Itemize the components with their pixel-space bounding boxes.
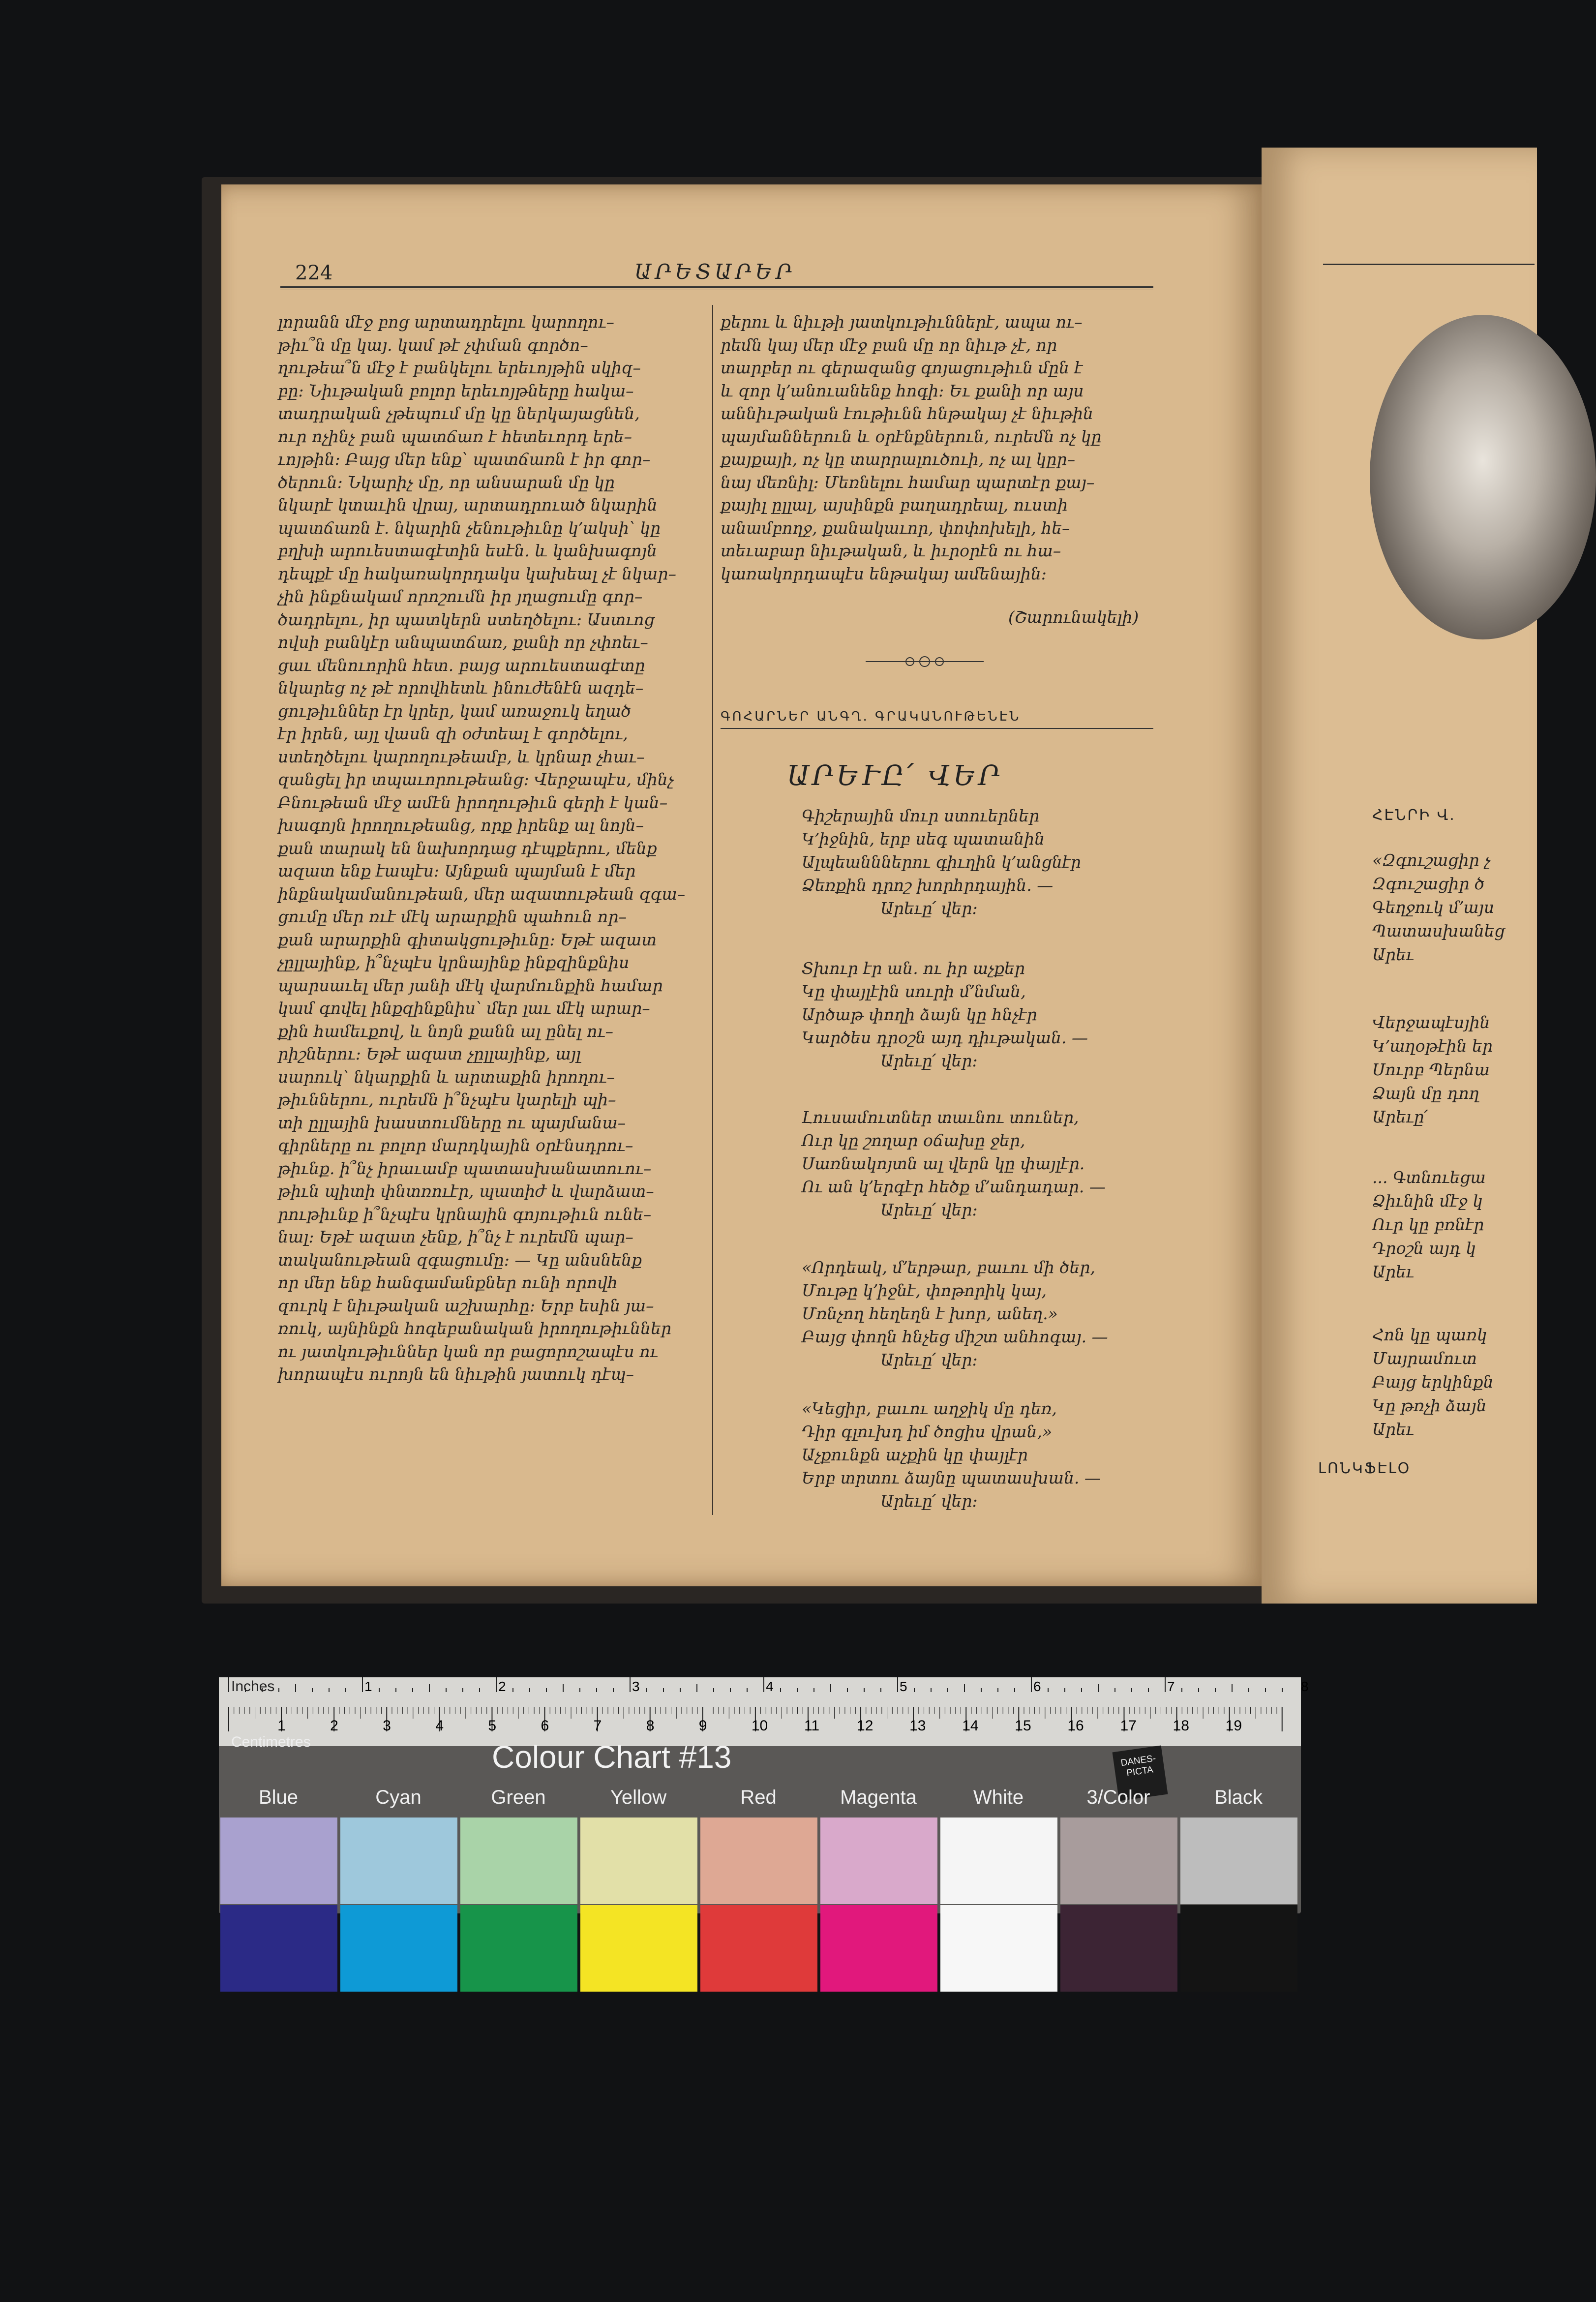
text-line: զանցել իր տպաւորութեանց։ Վերջապէս, մինչ — [278, 770, 674, 789]
right-poem-line: «Զգուշացիր չ — [1372, 850, 1491, 870]
text-line: սարուկ՝ նկարքին և արտաքին իրողու– — [278, 1067, 615, 1087]
text-line: խագոյն իրողութեանց, որք իրենք ալ նոյն– — [278, 816, 644, 835]
right-poem-line: Բայց երկինքն — [1372, 1372, 1494, 1392]
right-text-column — [721, 311, 1153, 585]
patch-label: Blue — [258, 1787, 299, 1808]
text-line: գիրները ու բոլոր մարդկային օրէնսդրու– — [278, 1136, 633, 1155]
text-line: ուր ոչինչ բան պատճառ է հետեւորդ երե– — [278, 426, 632, 446]
poem-stanza — [802, 1106, 1166, 1221]
text-line: բղխի արուեստագէտին եսէն. և կանխագոյն — [278, 541, 657, 560]
text-line: զուրկ է նիւթական աշխարհը։ Երբ եսին յա– — [278, 1296, 654, 1315]
text-line: նկարէ կտաւին վրայ, արտադրուած նկարին — [278, 495, 658, 515]
continued-note: (Շարունակելի) — [1008, 607, 1139, 627]
poem-line: Ու ան կ՚երգէր հեծք մ՚անդադար. — — [802, 1177, 1106, 1196]
poem-line: Կը փայլէին սուրի մ՚նման, — [802, 982, 1026, 1001]
poem-line: Սառնակոյտն ալ վերն կը փայլէր. — [802, 1154, 1085, 1173]
cm-tick-label: 11 — [804, 1718, 820, 1734]
dark-patch — [700, 1905, 817, 1992]
cm-tick-label: 7 — [593, 1718, 602, 1734]
poem-line: «Կեցիր, բաւու աղջիկ մը դեռ, — [802, 1399, 1057, 1418]
patch-label: Red — [740, 1787, 777, 1808]
patch-label: Cyan — [375, 1787, 422, 1808]
patch-label: Yellow — [610, 1787, 667, 1808]
poem-line: Լուսամուտներ տաւնու տուներ, — [802, 1108, 1079, 1127]
poem-line: Մութը կ՚իջնէ, փոթորիկ կայ, — [802, 1281, 1047, 1300]
poem-line: Կ՚իջնին, երբ սեգ պատանին — [802, 829, 1045, 848]
inch-tick-label: 4 — [766, 1679, 774, 1694]
text-line: քան տարակ են նախորդաց դէպքերու, մենք — [278, 838, 657, 858]
text-line: նայ մեռնիլ։ Մեռնելու համար պարտէր քայ– — [721, 472, 1095, 492]
cm-tick-label: 13 — [909, 1718, 926, 1734]
cm-tick-label: 3 — [383, 1718, 391, 1734]
right-stanza-1 — [1372, 848, 1505, 967]
text-line: տի ըլլային խաստումները ու պայմանա– — [278, 1113, 626, 1132]
poem-line: Ալպեանններու գիւղին կ՚անցնէր — [802, 852, 1081, 872]
right-poem-line: Արեւ — [1372, 1262, 1414, 1281]
ruler — [219, 1677, 1309, 1746]
poem-line: Աչքունքն աչքին կը փայլէր — [802, 1445, 1028, 1464]
text-line: պատճառն է. նկարին չենութիւնը կ՚ակսի՝ կը — [278, 518, 661, 538]
text-line: կառակորդապէս ենթակայ ամենային։ — [721, 564, 1047, 583]
inch-tick-label: 6 — [1033, 1679, 1041, 1694]
brand-logo: DANES-PICTA — [1113, 1746, 1168, 1801]
poem-stanza — [802, 1256, 1166, 1371]
text-line: չըլլայինք, ի՞նչպէս կրնայինք ինքզինքնիս — [278, 953, 630, 972]
poem-stanza — [802, 804, 1166, 920]
text-line: տեւաբար նիւթական, և իւրօրէն ու հա– — [721, 541, 1061, 560]
text-line: դեպքէ մը հակառակորդակս կախեալ չէ նկար– — [278, 564, 676, 583]
right-poem-line: Մայրամուտ — [1372, 1349, 1477, 1368]
text-line: որ մեր ենք հանգամանքներ ունի որովհ — [278, 1273, 618, 1292]
column-divider — [712, 305, 713, 1515]
section-rule — [721, 728, 1153, 729]
light-patch — [820, 1817, 937, 1904]
poem-line: Գիշերային մուր ստուերներ — [802, 806, 1040, 825]
inch-tick-label: 2 — [498, 1679, 506, 1694]
right-poem-line: ... Գտնուեցա — [1372, 1168, 1486, 1187]
ruler-ticks — [219, 1677, 1309, 1746]
refrain-line: Արեւը՛ վեր: — [880, 1200, 978, 1219]
poem-line: Արծաթ փողի ձայն կը հնչէր — [802, 1005, 1037, 1024]
text-line: ստեղծելու կարողութեամբ, և կրնար չհաւ– — [278, 747, 645, 766]
right-poem-line: Կ՚աղօթէին եր — [1372, 1036, 1493, 1056]
text-line: քին համեւքով, և նոյն քանն ալ ընել ու– — [278, 1021, 614, 1041]
light-patch — [220, 1817, 337, 1904]
light-patch — [1060, 1817, 1177, 1904]
poem-line: Կարծես դրօշն այդ դիւթական. — — [802, 1028, 1088, 1047]
dark-patch — [820, 1905, 937, 1992]
cm-tick-label: 10 — [751, 1718, 768, 1734]
text-line: ղութեա՞ն մէջ է բանկելու երեւոյթին սկիզ– — [278, 358, 641, 377]
text-line: թիւնք. ի՞նչ իրաւամբ պատասխանատուու– — [278, 1158, 652, 1178]
right-poem-line: Արեւ — [1372, 1420, 1414, 1439]
patch-label: Black — [1214, 1787, 1263, 1808]
dark-patch — [220, 1905, 337, 1992]
section-title: ԳՈՀԱՐՆԵՐ ԱՆԳՂ. ԳՐԱԿԱՆՈՒԹԵՆԷՆ — [721, 709, 1021, 724]
inch-tick-label: 5 — [900, 1679, 907, 1694]
patch-label: Magenta — [840, 1787, 917, 1808]
right-poem-line: Պատասխանեց — [1372, 921, 1505, 940]
text-line: րեմն կայ մեր մէջ բան մը որ նիւթ չէ, որ — [721, 335, 1057, 355]
text-line: ցաւ մենուորին հետ. բայց արուեստագէտը — [278, 655, 645, 675]
text-line: պայմաններուն և օրէնքներուն, ուրեմն ոչ կը — [721, 426, 1102, 446]
cm-tick-label: 18 — [1173, 1718, 1189, 1734]
text-line: տարբեր ու գերազանց գոյացութիւն մըն է — [721, 358, 1083, 377]
right-poem-line: Վերջապէսյին — [1372, 1013, 1490, 1032]
light-patch — [940, 1817, 1057, 1904]
right-header-rule — [1323, 264, 1535, 265]
light-patch — [1180, 1817, 1297, 1904]
text-line: թիւններու, ուրեմն ի՞նչպէս կարելի պի– — [278, 1090, 616, 1109]
right-poem-line: Դրօշն այդ կ — [1372, 1239, 1476, 1258]
text-line: թիւն պիտի փնտռուէր, պատիժ և վարձատ– — [278, 1181, 654, 1201]
right-poem-line: Ձայն մը դող — [1372, 1084, 1479, 1103]
text-line: անամբողջ, քանակաւոր, փոփոխելի, հե– — [721, 518, 1070, 538]
right-poem-line: Գեղջուկ մ՚այս — [1372, 898, 1495, 917]
dark-patch — [340, 1905, 457, 1992]
cm-tick-label: 9 — [698, 1718, 707, 1734]
text-line: ծադրելու, իր պատկերն ստեղծելու։ Աստւոց — [278, 609, 655, 629]
light-patch — [580, 1817, 697, 1904]
inch-tick-label: 1 — [364, 1679, 372, 1694]
cm-tick-label: 5 — [488, 1718, 497, 1734]
text-line: տադրական չթեպում մը կը ներկայացնեն, — [278, 404, 640, 423]
right-poem-line: Արեւը՛ — [1372, 1107, 1428, 1126]
light-patch — [340, 1817, 457, 1904]
right-poem-line: Արեւ — [1372, 945, 1414, 964]
light-patch — [460, 1817, 577, 1904]
cm-tick-label: 15 — [1015, 1718, 1031, 1734]
dark-patch — [1180, 1905, 1297, 1992]
right-poem-line: Ուր կը բռնէր — [1372, 1215, 1484, 1234]
text-line: բը։ Նիւթական բոլոր երեւոյթները հակա– — [278, 381, 634, 400]
poem-line: Ձեռքին դրոշ խորհրդային. — — [802, 876, 1054, 895]
poem-stanza — [802, 1397, 1166, 1513]
cm-tick-label: 6 — [541, 1718, 549, 1734]
poem-line: «Որդեակ, մ՚երթար, բաւու մի ծեր, — [802, 1258, 1095, 1277]
text-line: ծերուն։ Նկարիչ մը, որ անսարան մը կը — [278, 472, 615, 492]
text-line: քայքայի, ոչ կը տարրալուծուի, ոչ ալ կըր– — [721, 450, 1076, 469]
cm-tick-label: 1 — [277, 1718, 286, 1734]
text-line: լորանն մէջ բոց արտադրելու կարողու– — [278, 312, 614, 332]
right-poem-line: Սուրբ Պերնա — [1372, 1060, 1490, 1079]
dark-patch — [1060, 1905, 1177, 1992]
cm-tick-label: 8 — [646, 1718, 655, 1734]
text-line: կամ գովել ինքզինքնիս՝ մեր լաւ մէկ արար– — [278, 999, 650, 1018]
dark-patch — [940, 1905, 1057, 1992]
text-line: աննիւթական էութիւնն հնթակայ չէ նիւթին — [721, 404, 1094, 423]
text-line: ազատ ենք էապէս։ Այնքան պայման է մեր — [278, 861, 636, 880]
page-number: 224 — [295, 262, 333, 284]
right-stanza-4 — [1372, 1323, 1494, 1441]
right-poem-line: Կը թռչի ձայն — [1372, 1396, 1487, 1415]
text-line: ցումը մեր ռւէ մէկ արարքին պահուն որ– — [278, 907, 627, 926]
text-line: և զոր կ՚անուանենք հոգի։ Եւ քանի որ այս — [721, 381, 1084, 400]
running-head: ԱՐԵՏԱՐԵՐ — [634, 260, 796, 284]
left-text-column — [278, 311, 706, 1386]
cm-tick-label: 19 — [1225, 1718, 1242, 1734]
cm-tick-label: 12 — [857, 1718, 873, 1734]
text-line: քերու և նիւթի յատկութիւններէ, ապա ու– — [721, 312, 1083, 332]
header-rule — [280, 286, 1153, 290]
poem-title: ԱՐԵՒԸ՛ ՎԵՐ — [787, 760, 1003, 792]
text-line: քայիլ ըլլալ, այսինքն բաղադրեալ, ուստի — [721, 495, 1068, 515]
text-line: նկարեց ոչ թէ որովհետև ինուժենէն ազդե– — [278, 678, 644, 697]
right-author: ԼՈՆԿՖԷԼՕ — [1318, 1460, 1411, 1477]
cm-tick-label: 16 — [1067, 1718, 1084, 1734]
inch-tick-label: 3 — [632, 1679, 640, 1694]
poem-line: Երբ տրտու ձայնը պատասխան. — — [802, 1468, 1101, 1487]
text-line: րութիւնք ի՞նչպէս կրնային գոյութիւն ունե– — [278, 1204, 652, 1224]
text-line: քան արարքին գիտակցութիւնը։ Եթէ ազատ — [278, 930, 657, 949]
poem-line: Տխուր էր ան. ու իր աչքեր — [802, 959, 1025, 978]
portrait-photo — [1370, 315, 1596, 639]
inch-tick-label: 7 — [1167, 1679, 1175, 1694]
cm-tick-label: 14 — [962, 1718, 979, 1734]
poem-line: Ուր կը շողար օճախը ջեր, — [802, 1131, 1025, 1150]
patch-label: Green — [491, 1787, 546, 1808]
refrain-line: Արեւը՛ վեր: — [880, 899, 978, 918]
text-line: ովսի բանկէր անպատճառ, քանի որ չփոեւ– — [278, 633, 648, 652]
refrain-line: Արեւը՛ վեր: — [880, 1350, 978, 1369]
right-poem-line: Ձիւնին մէջ կ — [1372, 1191, 1483, 1211]
text-line: ցութիւններ էր կրեր, կամ առաջուկ եղած — [278, 701, 631, 721]
poem-stanza — [802, 957, 1166, 1072]
inches-label: Inches — [231, 1678, 275, 1695]
text-line: տականութեան զգացումը։ — Կը անսնենք — [278, 1250, 642, 1270]
cm-tick-label: 17 — [1120, 1718, 1137, 1734]
centimetres-label: Centimetres — [231, 1734, 311, 1750]
dark-patch — [460, 1905, 577, 1992]
text-line: թիւ՞ն մը կայ. կամ թէ չփման գործո– — [278, 335, 588, 355]
right-poem-line: Զգուշացիր ծ — [1372, 874, 1485, 893]
right-poem-title: ՀԷՆՐԻ Վ. — [1372, 807, 1456, 824]
cm-tick-label: 2 — [330, 1718, 338, 1734]
refrain-line: Արեւը՛ վեր: — [880, 1051, 978, 1070]
chart-title: Colour Chart #13 — [492, 1739, 732, 1775]
poem-line: Դիր գլուխդ իմ ծոցիս վրան,» — [802, 1422, 1053, 1441]
patch-label: White — [973, 1787, 1024, 1808]
inch-tick-label: 8 — [1301, 1679, 1309, 1694]
text-line: ւոյթին։ Բայց մեր ենք՝ պատճառն է իր գոր– — [278, 450, 651, 469]
text-line: չին ինքնակամ որոշումն իր յղացումը գոր– — [278, 587, 643, 606]
text-line: րիշներու։ Եթէ ազատ չըլլայինք, այլ — [278, 1044, 581, 1063]
right-poem-line: Հոն կը պառկ — [1372, 1325, 1487, 1344]
refrain-line: Արեւը՛ վեր: — [880, 1491, 978, 1511]
text-line: խորապէս ուրոյն են նիւթին յատուկ դէպ– — [278, 1364, 634, 1384]
dark-patch — [580, 1905, 697, 1992]
text-line: պարսաւել մեր յանի մէկ վարմունքին համար — [278, 975, 663, 995]
light-patch — [700, 1817, 817, 1904]
right-stanza-3 — [1372, 1166, 1486, 1284]
text-line: ինքնակամանութեան, մեր ազատութեան զգա– — [278, 884, 686, 904]
text-line: Բնութեան մէջ ամէն իրողութիւն գերի է կան– — [278, 792, 668, 812]
poem-line: Մռնչող հեղեղն է խոր, անեղ.» — [802, 1304, 1058, 1323]
right-stanza-2 — [1372, 1011, 1493, 1129]
text-line: էր իրեն, այլ վասն զի օժտեալ է գործելու, — [278, 724, 628, 743]
text-line: ռուկ, այնինքն հոգեբանական իրողութիւններ — [278, 1319, 672, 1338]
ornament-divider — [866, 654, 984, 669]
text-line: ու յատկութիւններ կան որ բացորոշապէս ու — [278, 1341, 658, 1361]
patch-label: 3/Color — [1086, 1787, 1150, 1808]
cm-tick-label: 4 — [435, 1718, 444, 1734]
text-line: նալ։ Եթէ ազատ չենք, ի՞նչ է ուրեմն պար– — [278, 1227, 633, 1246]
poem-line: Բայց փողն հնչեց միշտ անհոգայ. — — [802, 1327, 1108, 1346]
